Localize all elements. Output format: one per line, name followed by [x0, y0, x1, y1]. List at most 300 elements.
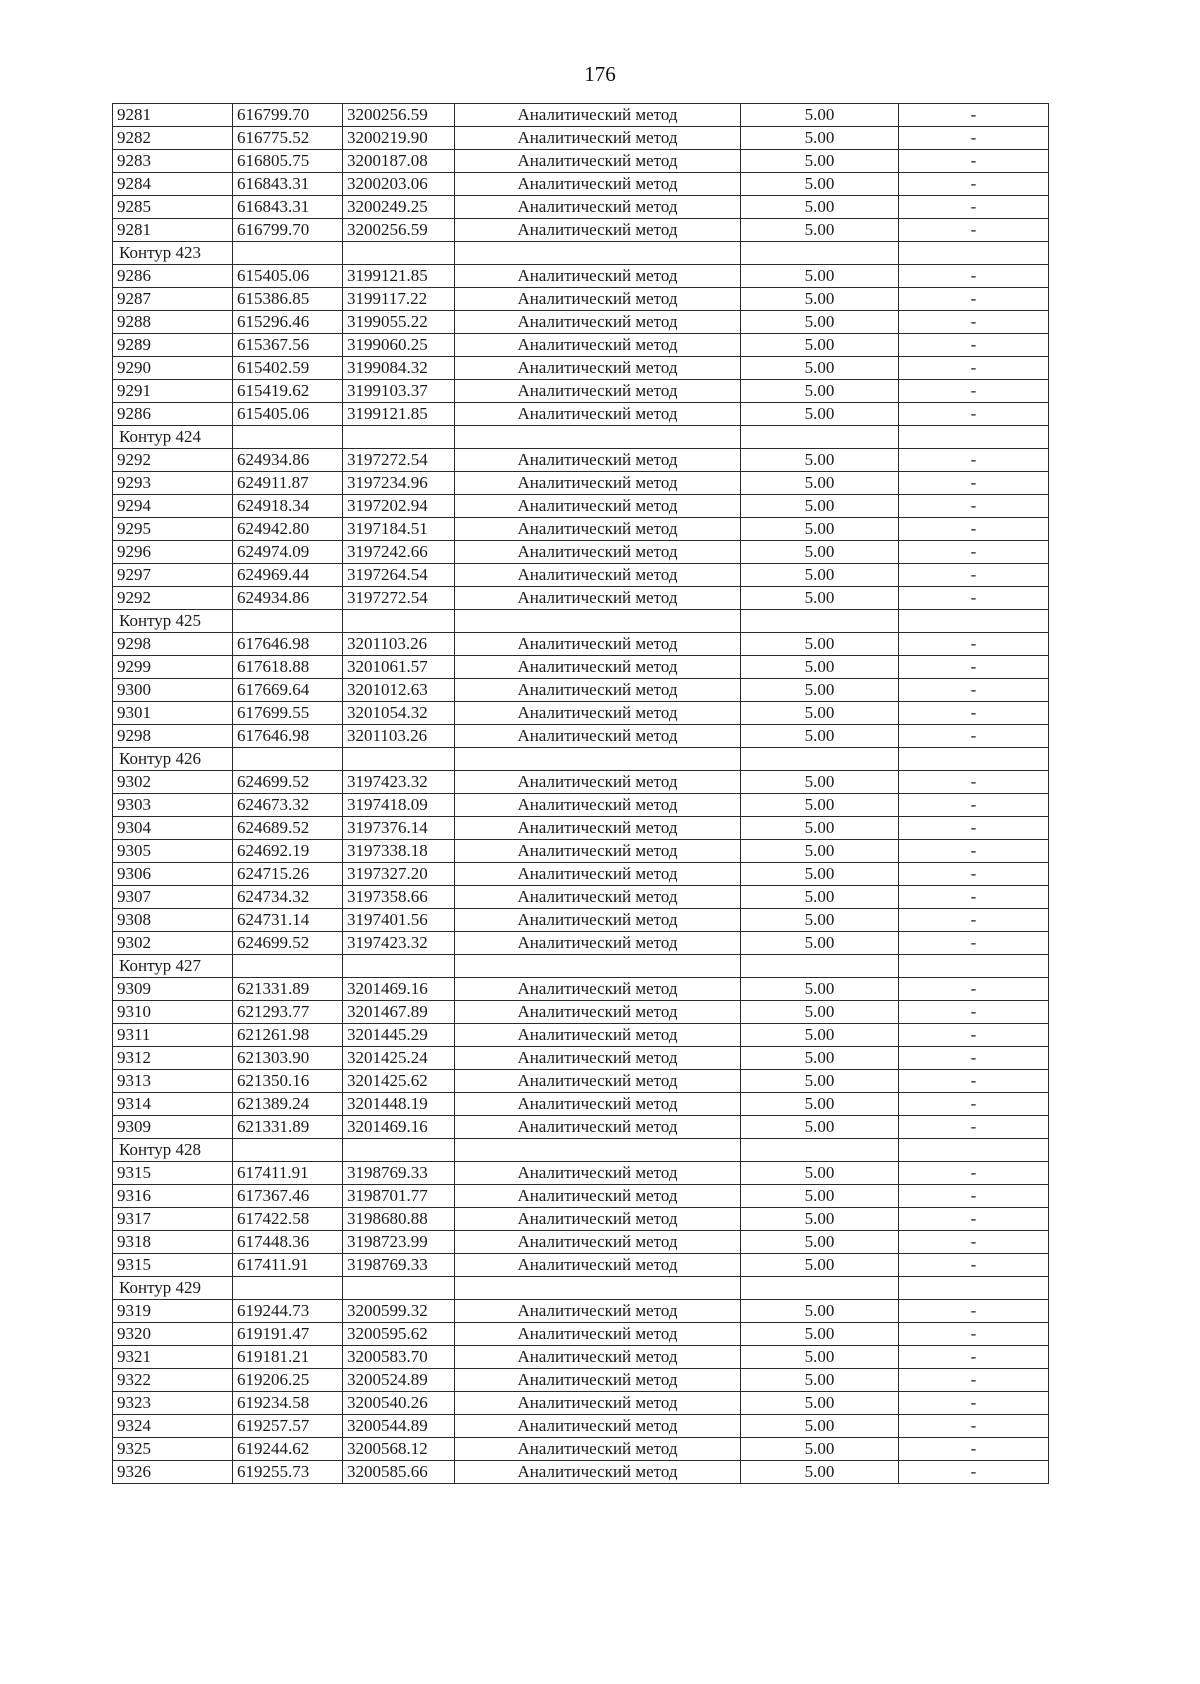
empty-cell [741, 1277, 899, 1300]
x-coordinate-cell: 624934.86 [233, 587, 343, 610]
contour-label: Контур 427 [113, 955, 233, 978]
table-row [113, 541, 1049, 564]
table-row [113, 1392, 1049, 1415]
x-coordinate-cell: 619244.73 [233, 1300, 343, 1323]
point-id-cell: 9304 [113, 817, 233, 840]
empty-cell [455, 242, 741, 265]
point-id-cell: 9316 [113, 1185, 233, 1208]
contour-header-row [113, 955, 1049, 978]
note-cell: - [899, 288, 1049, 311]
accuracy-cell: 5.00 [741, 357, 899, 380]
y-coordinate-cell: 3199060.25 [343, 334, 455, 357]
table-row [113, 1346, 1049, 1369]
note-cell: - [899, 219, 1049, 242]
point-id-cell: 9315 [113, 1254, 233, 1277]
method-cell: Аналитический метод [455, 1070, 741, 1093]
accuracy-cell: 5.00 [741, 817, 899, 840]
note-cell: - [899, 541, 1049, 564]
note-cell: - [899, 472, 1049, 495]
note-cell: - [899, 1024, 1049, 1047]
note-cell: - [899, 564, 1049, 587]
x-coordinate-cell: 615419.62 [233, 380, 343, 403]
x-coordinate-cell: 624911.87 [233, 472, 343, 495]
empty-cell [899, 1139, 1049, 1162]
empty-cell [899, 610, 1049, 633]
y-coordinate-cell: 3198769.33 [343, 1162, 455, 1185]
point-id-cell: 9305 [113, 840, 233, 863]
empty-cell [455, 1277, 741, 1300]
contour-label: Контур 426 [113, 748, 233, 771]
method-cell: Аналитический метод [455, 541, 741, 564]
coordinates-table-body [113, 104, 1049, 1484]
table-row [113, 219, 1049, 242]
accuracy-cell: 5.00 [741, 909, 899, 932]
point-id-cell: 9311 [113, 1024, 233, 1047]
point-id-cell: 9306 [113, 863, 233, 886]
accuracy-cell: 5.00 [741, 1369, 899, 1392]
x-coordinate-cell: 619191.47 [233, 1323, 343, 1346]
method-cell: Аналитический метод [455, 817, 741, 840]
accuracy-cell: 5.00 [741, 1001, 899, 1024]
y-coordinate-cell: 3200256.59 [343, 219, 455, 242]
method-cell: Аналитический метод [455, 1093, 741, 1116]
contour-header-row [113, 1277, 1049, 1300]
table-row [113, 1461, 1049, 1484]
accuracy-cell: 5.00 [741, 978, 899, 1001]
accuracy-cell: 5.00 [741, 1116, 899, 1139]
x-coordinate-cell: 619234.58 [233, 1392, 343, 1415]
table-row [113, 564, 1049, 587]
note-cell: - [899, 403, 1049, 426]
empty-cell [899, 242, 1049, 265]
y-coordinate-cell: 3197327.20 [343, 863, 455, 886]
x-coordinate-cell: 615402.59 [233, 357, 343, 380]
x-coordinate-cell: 617448.36 [233, 1231, 343, 1254]
table-row [113, 449, 1049, 472]
point-id-cell: 9286 [113, 265, 233, 288]
y-coordinate-cell: 3200599.32 [343, 1300, 455, 1323]
x-coordinate-cell: 619206.25 [233, 1369, 343, 1392]
table-row [113, 886, 1049, 909]
table-row [113, 679, 1049, 702]
accuracy-cell: 5.00 [741, 679, 899, 702]
y-coordinate-cell: 3197338.18 [343, 840, 455, 863]
x-coordinate-cell: 617411.91 [233, 1254, 343, 1277]
x-coordinate-cell: 621331.89 [233, 1116, 343, 1139]
note-cell: - [899, 104, 1049, 127]
y-coordinate-cell: 3199121.85 [343, 265, 455, 288]
point-id-cell: 9294 [113, 495, 233, 518]
table-row [113, 380, 1049, 403]
table-row [113, 196, 1049, 219]
note-cell: - [899, 1185, 1049, 1208]
empty-cell [233, 748, 343, 771]
accuracy-cell: 5.00 [741, 840, 899, 863]
table-row [113, 932, 1049, 955]
note-cell: - [899, 265, 1049, 288]
y-coordinate-cell: 3200544.89 [343, 1415, 455, 1438]
x-coordinate-cell: 615386.85 [233, 288, 343, 311]
method-cell: Аналитический метод [455, 1461, 741, 1484]
y-coordinate-cell: 3197234.96 [343, 472, 455, 495]
y-coordinate-cell: 3199103.37 [343, 380, 455, 403]
y-coordinate-cell: 3198723.99 [343, 1231, 455, 1254]
accuracy-cell: 5.00 [741, 1231, 899, 1254]
contour-header-row [113, 426, 1049, 449]
table-row [113, 587, 1049, 610]
empty-cell [343, 955, 455, 978]
accuracy-cell: 5.00 [741, 196, 899, 219]
empty-cell [343, 1139, 455, 1162]
method-cell: Аналитический метод [455, 1208, 741, 1231]
point-id-cell: 9321 [113, 1346, 233, 1369]
empty-cell [741, 1139, 899, 1162]
point-id-cell: 9297 [113, 564, 233, 587]
x-coordinate-cell: 617422.58 [233, 1208, 343, 1231]
method-cell: Аналитический метод [455, 564, 741, 587]
x-coordinate-cell: 616843.31 [233, 196, 343, 219]
x-coordinate-cell: 621303.90 [233, 1047, 343, 1070]
point-id-cell: 9295 [113, 518, 233, 541]
method-cell: Аналитический метод [455, 1254, 741, 1277]
note-cell: - [899, 725, 1049, 748]
point-id-cell: 9299 [113, 656, 233, 679]
table-row [113, 104, 1049, 127]
accuracy-cell: 5.00 [741, 311, 899, 334]
table-row [113, 633, 1049, 656]
empty-cell [899, 955, 1049, 978]
empty-cell [233, 242, 343, 265]
note-cell: - [899, 1415, 1049, 1438]
table-row [113, 1093, 1049, 1116]
point-id-cell: 9302 [113, 932, 233, 955]
point-id-cell: 9324 [113, 1415, 233, 1438]
y-coordinate-cell: 3201061.57 [343, 656, 455, 679]
x-coordinate-cell: 619255.73 [233, 1461, 343, 1484]
point-id-cell: 9309 [113, 1116, 233, 1139]
point-id-cell: 9315 [113, 1162, 233, 1185]
accuracy-cell: 5.00 [741, 219, 899, 242]
point-id-cell: 9286 [113, 403, 233, 426]
table-row [113, 1070, 1049, 1093]
table-row [113, 265, 1049, 288]
note-cell: - [899, 817, 1049, 840]
x-coordinate-cell: 624673.32 [233, 794, 343, 817]
accuracy-cell: 5.00 [741, 1162, 899, 1185]
accuracy-cell: 5.00 [741, 472, 899, 495]
accuracy-cell: 5.00 [741, 265, 899, 288]
note-cell: - [899, 196, 1049, 219]
table-row [113, 1369, 1049, 1392]
accuracy-cell: 5.00 [741, 863, 899, 886]
point-id-cell: 9284 [113, 173, 233, 196]
table-row [113, 1185, 1049, 1208]
x-coordinate-cell: 616805.75 [233, 150, 343, 173]
accuracy-cell: 5.00 [741, 380, 899, 403]
point-id-cell: 9292 [113, 449, 233, 472]
method-cell: Аналитический метод [455, 357, 741, 380]
x-coordinate-cell: 617367.46 [233, 1185, 343, 1208]
y-coordinate-cell: 3197272.54 [343, 449, 455, 472]
y-coordinate-cell: 3199117.22 [343, 288, 455, 311]
contour-header-row [113, 610, 1049, 633]
point-id-cell: 9292 [113, 587, 233, 610]
y-coordinate-cell: 3198701.77 [343, 1185, 455, 1208]
x-coordinate-cell: 617646.98 [233, 725, 343, 748]
method-cell: Аналитический метод [455, 587, 741, 610]
accuracy-cell: 5.00 [741, 449, 899, 472]
accuracy-cell: 5.00 [741, 1300, 899, 1323]
x-coordinate-cell: 624699.52 [233, 771, 343, 794]
empty-cell [233, 610, 343, 633]
method-cell: Аналитический метод [455, 1369, 741, 1392]
method-cell: Аналитический метод [455, 311, 741, 334]
y-coordinate-cell: 3200568.12 [343, 1438, 455, 1461]
note-cell: - [899, 127, 1049, 150]
empty-cell [741, 610, 899, 633]
method-cell: Аналитический метод [455, 1116, 741, 1139]
empty-cell [455, 610, 741, 633]
table-row [113, 863, 1049, 886]
table-row [113, 1231, 1049, 1254]
point-id-cell: 9285 [113, 196, 233, 219]
y-coordinate-cell: 3200249.25 [343, 196, 455, 219]
method-cell: Аналитический метод [455, 1392, 741, 1415]
y-coordinate-cell: 3197242.66 [343, 541, 455, 564]
note-cell: - [899, 449, 1049, 472]
accuracy-cell: 5.00 [741, 1185, 899, 1208]
y-coordinate-cell: 3201054.32 [343, 702, 455, 725]
y-coordinate-cell: 3200540.26 [343, 1392, 455, 1415]
empty-cell [899, 426, 1049, 449]
x-coordinate-cell: 624974.09 [233, 541, 343, 564]
method-cell: Аналитический метод [455, 1024, 741, 1047]
y-coordinate-cell: 3199121.85 [343, 403, 455, 426]
table-row [113, 311, 1049, 334]
accuracy-cell: 5.00 [741, 495, 899, 518]
y-coordinate-cell: 3201103.26 [343, 633, 455, 656]
method-cell: Аналитический метод [455, 334, 741, 357]
accuracy-cell: 5.00 [741, 1093, 899, 1116]
accuracy-cell: 5.00 [741, 150, 899, 173]
empty-cell [233, 955, 343, 978]
accuracy-cell: 5.00 [741, 1438, 899, 1461]
table-row [113, 1024, 1049, 1047]
method-cell: Аналитический метод [455, 403, 741, 426]
note-cell: - [899, 334, 1049, 357]
table-row [113, 495, 1049, 518]
y-coordinate-cell: 3201012.63 [343, 679, 455, 702]
point-id-cell: 9290 [113, 357, 233, 380]
note-cell: - [899, 932, 1049, 955]
note-cell: - [899, 1438, 1049, 1461]
accuracy-cell: 5.00 [741, 633, 899, 656]
y-coordinate-cell: 3200595.62 [343, 1323, 455, 1346]
point-id-cell: 9289 [113, 334, 233, 357]
y-coordinate-cell: 3197272.54 [343, 587, 455, 610]
x-coordinate-cell: 615367.56 [233, 334, 343, 357]
point-id-cell: 9298 [113, 725, 233, 748]
table-row [113, 794, 1049, 817]
x-coordinate-cell: 624699.52 [233, 932, 343, 955]
x-coordinate-cell: 621293.77 [233, 1001, 343, 1024]
y-coordinate-cell: 3199055.22 [343, 311, 455, 334]
x-coordinate-cell: 621261.98 [233, 1024, 343, 1047]
point-id-cell: 9282 [113, 127, 233, 150]
x-coordinate-cell: 624692.19 [233, 840, 343, 863]
point-id-cell: 9318 [113, 1231, 233, 1254]
table-row [113, 817, 1049, 840]
accuracy-cell: 5.00 [741, 334, 899, 357]
accuracy-cell: 5.00 [741, 403, 899, 426]
empty-cell [343, 610, 455, 633]
accuracy-cell: 5.00 [741, 104, 899, 127]
note-cell: - [899, 1116, 1049, 1139]
accuracy-cell: 5.00 [741, 1208, 899, 1231]
accuracy-cell: 5.00 [741, 173, 899, 196]
accuracy-cell: 5.00 [741, 564, 899, 587]
x-coordinate-cell: 617411.91 [233, 1162, 343, 1185]
table-row [113, 702, 1049, 725]
page-number: 176 [584, 62, 616, 86]
x-coordinate-cell: 624689.52 [233, 817, 343, 840]
accuracy-cell: 5.00 [741, 1070, 899, 1093]
x-coordinate-cell: 621350.16 [233, 1070, 343, 1093]
x-coordinate-cell: 616843.31 [233, 173, 343, 196]
table-row [113, 288, 1049, 311]
table-row [113, 403, 1049, 426]
y-coordinate-cell: 3197423.32 [343, 771, 455, 794]
note-cell: - [899, 495, 1049, 518]
point-id-cell: 9325 [113, 1438, 233, 1461]
y-coordinate-cell: 3201425.62 [343, 1070, 455, 1093]
x-coordinate-cell: 621331.89 [233, 978, 343, 1001]
y-coordinate-cell: 3201469.16 [343, 978, 455, 1001]
y-coordinate-cell: 3201467.89 [343, 1001, 455, 1024]
contour-header-row [113, 242, 1049, 265]
point-id-cell: 9317 [113, 1208, 233, 1231]
note-cell: - [899, 656, 1049, 679]
y-coordinate-cell: 3201103.26 [343, 725, 455, 748]
contour-label: Контур 428 [113, 1139, 233, 1162]
note-cell: - [899, 1369, 1049, 1392]
accuracy-cell: 5.00 [741, 771, 899, 794]
method-cell: Аналитический метод [455, 1438, 741, 1461]
method-cell: Аналитический метод [455, 633, 741, 656]
accuracy-cell: 5.00 [741, 127, 899, 150]
note-cell: - [899, 1001, 1049, 1024]
contour-label: Контур 425 [113, 610, 233, 633]
method-cell: Аналитический метод [455, 863, 741, 886]
method-cell: Аналитический метод [455, 656, 741, 679]
point-id-cell: 9313 [113, 1070, 233, 1093]
empty-cell [455, 955, 741, 978]
x-coordinate-cell: 624734.32 [233, 886, 343, 909]
note-cell: - [899, 1300, 1049, 1323]
table-row [113, 840, 1049, 863]
method-cell: Аналитический метод [455, 1415, 741, 1438]
note-cell: - [899, 1392, 1049, 1415]
table-row [113, 1047, 1049, 1070]
note-cell: - [899, 863, 1049, 886]
y-coordinate-cell: 3200524.89 [343, 1369, 455, 1392]
method-cell: Аналитический метод [455, 173, 741, 196]
empty-cell [741, 242, 899, 265]
contour-header-row [113, 1139, 1049, 1162]
x-coordinate-cell: 616799.70 [233, 104, 343, 127]
x-coordinate-cell: 621389.24 [233, 1093, 343, 1116]
note-cell: - [899, 909, 1049, 932]
note-cell: - [899, 1208, 1049, 1231]
y-coordinate-cell: 3197423.32 [343, 932, 455, 955]
method-cell: Аналитический метод [455, 1300, 741, 1323]
point-id-cell: 9312 [113, 1047, 233, 1070]
method-cell: Аналитический метод [455, 518, 741, 541]
y-coordinate-cell: 3201425.24 [343, 1047, 455, 1070]
method-cell: Аналитический метод [455, 150, 741, 173]
x-coordinate-cell: 624918.34 [233, 495, 343, 518]
point-id-cell: 9307 [113, 886, 233, 909]
point-id-cell: 9322 [113, 1369, 233, 1392]
method-cell: Аналитический метод [455, 219, 741, 242]
method-cell: Аналитический метод [455, 1231, 741, 1254]
table-row [113, 725, 1049, 748]
point-id-cell: 9310 [113, 1001, 233, 1024]
point-id-cell: 9320 [113, 1323, 233, 1346]
table-row [113, 656, 1049, 679]
method-cell: Аналитический метод [455, 978, 741, 1001]
x-coordinate-cell: 615405.06 [233, 403, 343, 426]
method-cell: Аналитический метод [455, 288, 741, 311]
empty-cell [343, 1277, 455, 1300]
accuracy-cell: 5.00 [741, 702, 899, 725]
y-coordinate-cell: 3200187.08 [343, 150, 455, 173]
table-row [113, 909, 1049, 932]
method-cell: Аналитический метод [455, 1323, 741, 1346]
accuracy-cell: 5.00 [741, 1254, 899, 1277]
note-cell: - [899, 150, 1049, 173]
note-cell: - [899, 1254, 1049, 1277]
method-cell: Аналитический метод [455, 725, 741, 748]
note-cell: - [899, 840, 1049, 863]
table-row [113, 334, 1049, 357]
method-cell: Аналитический метод [455, 127, 741, 150]
accuracy-cell: 5.00 [741, 725, 899, 748]
x-coordinate-cell: 624934.86 [233, 449, 343, 472]
method-cell: Аналитический метод [455, 1001, 741, 1024]
method-cell: Аналитический метод [455, 196, 741, 219]
y-coordinate-cell: 3200219.90 [343, 127, 455, 150]
table-row [113, 1208, 1049, 1231]
method-cell: Аналитический метод [455, 495, 741, 518]
method-cell: Аналитический метод [455, 702, 741, 725]
note-cell: - [899, 1231, 1049, 1254]
accuracy-cell: 5.00 [741, 794, 899, 817]
note-cell: - [899, 679, 1049, 702]
x-coordinate-cell: 615296.46 [233, 311, 343, 334]
y-coordinate-cell: 3200585.66 [343, 1461, 455, 1484]
y-coordinate-cell: 3197418.09 [343, 794, 455, 817]
y-coordinate-cell: 3201469.16 [343, 1116, 455, 1139]
note-cell: - [899, 1047, 1049, 1070]
accuracy-cell: 5.00 [741, 288, 899, 311]
point-id-cell: 9301 [113, 702, 233, 725]
x-coordinate-cell: 616775.52 [233, 127, 343, 150]
note-cell: - [899, 771, 1049, 794]
method-cell: Аналитический метод [455, 1047, 741, 1070]
point-id-cell: 9293 [113, 472, 233, 495]
note-cell: - [899, 357, 1049, 380]
